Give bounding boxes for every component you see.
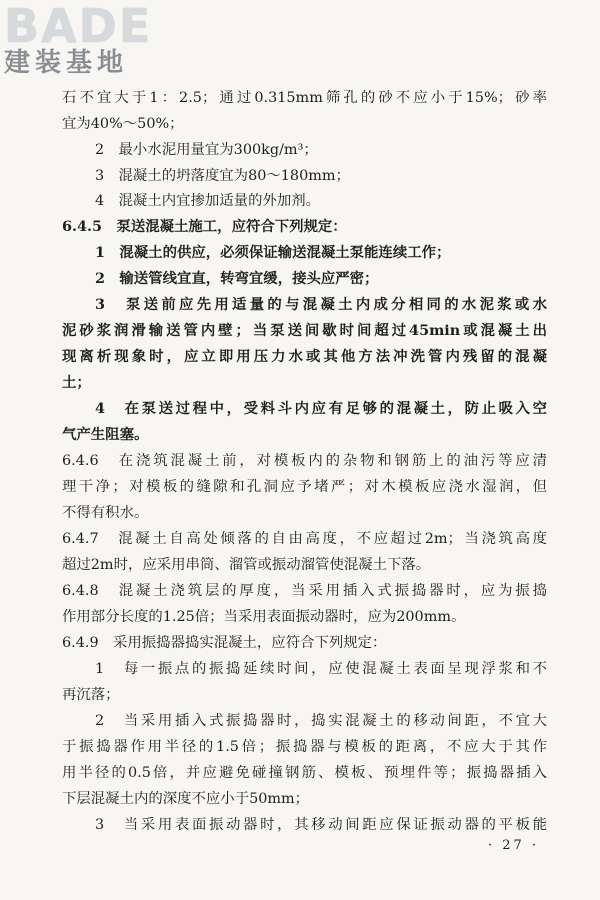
text-line: 现离析现象时，应立即用压力水或其他方法冲洗管内残留的混凝 — [62, 348, 547, 365]
clause-heading: 6.4.9 采用振捣器捣实混凝土，应符合下列规定： — [62, 635, 387, 651]
list-item: 3 当采用表面振动器时，其移动间距应保证振动器的平板能 — [95, 817, 547, 833]
list-item: 1 混凝土的供应，必须保证输送混凝土泵能连续工作； — [95, 244, 451, 261]
list-item: 3 泵送前应先用适量的与混凝土内成分相同的水泥浆或水 — [95, 296, 547, 313]
text-line: 泥砂浆润滑输送管内壁；当泵送间歇时间超过45min或混凝土出 — [62, 322, 547, 339]
logo-subtitle: 建装基地 — [4, 48, 129, 78]
page-number: · 27 · — [488, 838, 540, 853]
text-line: 宜为40%～50%； — [62, 116, 184, 132]
list-item: 2 输送管线宜直，转弯宜缓，接头应严密； — [95, 270, 379, 287]
text-line: 再沉落； — [62, 687, 120, 703]
text-line: 气产生阻塞。 — [62, 426, 149, 443]
text-line: 土； — [62, 374, 91, 391]
clause-heading: 6.4.7 混凝土自高处倾落的自由高度，不应超过2m；当浇筑高度 — [62, 531, 547, 547]
text-line: 理干净；对模板的缝隙和孔洞应予堵严；对木模板应浇水湿润，但 — [62, 479, 547, 495]
list-item: 2 当采用插入式振捣器时，捣实混凝土的移动间距，不宜大 — [95, 713, 547, 729]
clause-heading: 6.4.8 混凝土浇筑层的厚度，当采用插入式振捣器时，应为振捣 — [62, 583, 547, 599]
text-line: 下层混凝土内的深度不应小于50mm； — [62, 791, 310, 807]
clause-heading: 6.4.5 泵送混凝土施工，应符合下列规定： — [62, 218, 347, 235]
list-item: 4 混凝土内宜掺加适量的外加剂。 — [95, 193, 321, 209]
list-item: 4 在泵送过程中，受料斗内应有足够的混凝土，防止吸入空 — [95, 400, 547, 417]
logo-title: BADE — [4, 0, 153, 53]
text-line: 作用部分长度的1.25倍；当采用表面振动器时，应为200mm。 — [62, 609, 466, 625]
list-item: 2 最小水泥用量宜为300kg/m³； — [95, 142, 318, 158]
text-line: 用半径的0.5倍，并应避免碰撞钢筋、模板、预埋件等；振捣器插入 — [62, 765, 547, 781]
clause-heading: 6.4.6 在浇筑混凝土前，对模板内的杂物和钢筋上的油污等应清 — [62, 453, 547, 469]
text-line: 超过2m时，应采用串筒、溜管或振动溜管使混凝土下落。 — [62, 557, 431, 573]
text-line: 于振捣器作用半径的1.5倍；振捣器与模板的距离，不应大于其作 — [62, 739, 547, 755]
brand-logo — [4, 2, 152, 78]
text-line: 石不宜大于1：2.5；通过0.315mm筛孔的砂不应小于15%；砂率 — [62, 90, 547, 106]
list-item: 3 混凝土的坍落度宜为80～180mm； — [95, 168, 350, 184]
list-item: 1 每一振点的振捣延续时间，应使混凝土表面呈现浮浆和不 — [95, 661, 547, 677]
text-line: 不得有积水。 — [62, 505, 149, 521]
